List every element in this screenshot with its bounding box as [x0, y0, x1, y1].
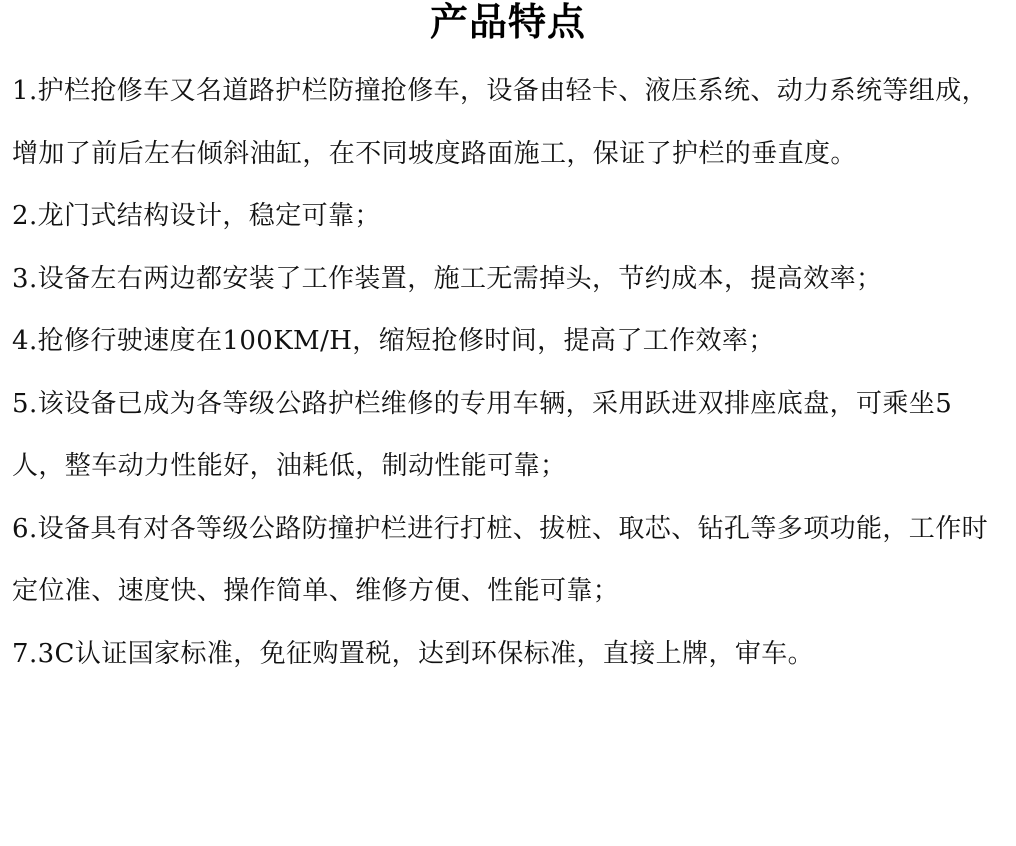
feature-item-5: 5.该设备已成为各等级公路护栏维修的专用车辆，采用跃进双排座底盘，可乘坐5人，整车动力性能好，油耗低，制动性能可靠； — [12, 388, 953, 481]
feature-item-6: 6.设备具有对各等级公路防撞护栏进行打桩、拔桩、取芯、钻孔等多项功能，工作时定位准、速度快、操作简单、维修方便、性能可靠； — [12, 513, 989, 606]
feature-item-4: 4.抢修行驶速度在100KM/H，缩短抢修时间，提高了工作效率； — [12, 326, 775, 356]
feature-item-1: 1.护栏抢修车又名道路护栏防撞抢修车，设备由轻卡、液压系统、动力系统等组成，增加了前后左右倾斜油缸，在不同坡度路面施工，保证了护栏的垂直度。 — [12, 76, 989, 169]
feature-item-2: 2.龙门式结构设计，稳定可靠； — [12, 201, 381, 231]
feature-item-7: 7.3C认证国家标准，免征购置税，达到环保标准，直接上牌，审车。 — [12, 638, 815, 669]
feature-item-3: 3.设备左右两边都安装了工作装置，施工无需掉头，节约成本，提高效率； — [12, 263, 883, 294]
feature-list — [12, 44, 1004, 685]
page-title: 产品特点 — [429, 0, 586, 44]
